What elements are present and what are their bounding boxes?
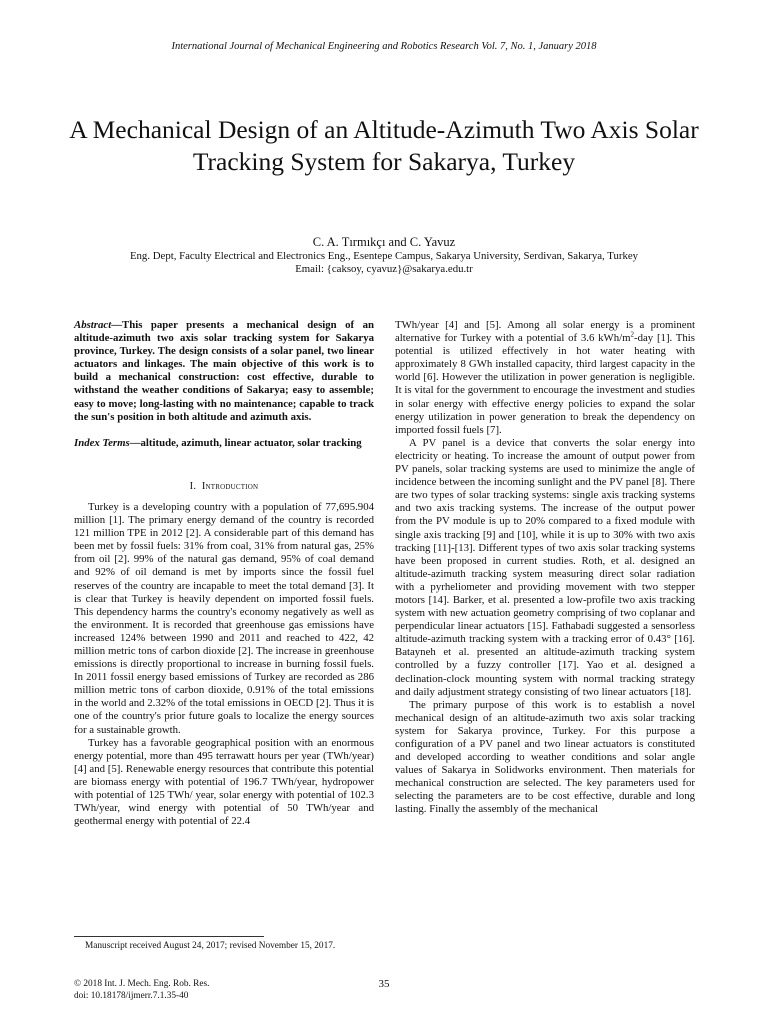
footnote: Manuscript received August 24, 2017; revised November 15, 2017. xyxy=(85,941,336,951)
page-number: 35 xyxy=(378,978,390,990)
paper-title: A Mechanical Design of an Altitude-Azimuth Two Axis Solar Tracking System for Sakarya, Turkey xyxy=(69,115,699,176)
paragraph-4: A PV panel is a device that converts the solar energy into electricity or heating. To increase the amount of output power from PV panels, solar tracking systems are used to minimize the angle of incidence between the incoming sunlight and the PV panel [8]. There are two types of solar tracking systems: single axis tracking systems and two axis tracking systems. The increase of the output power from the PV module is up to 20% compared to a fixed module with single axis tracking [9] and [10], while it is up to 30% with two axis tracking [11]-[13]. Different types of two axis solar tracking systems have been proposed in current studies. Roth, et al. designed an altitude-azimuth tracking system measuring direct solar radiation with a pyrheliometer and providing movement with two stepper motors [14]. Barker, et al. presented a low-profile two axis tracking system with new actuation geometry comprising of two coplanar and perpendicular linear actuators [15]. Fathabadi suggested a sensorless altitude-azimuth tracking system with a tracking error of 0.43° [16]. Batayneh et al. presented an altitude-azimuth tracking system controlled by a fuzzy controller [17]. Yao et al. designed a declination-clock mounting system with normal tracking strategy and daily adjustment strategy consisting of two linear actuators [18]. xyxy=(395,436,695,698)
footnote-divider xyxy=(74,936,264,937)
section-number: I. xyxy=(189,480,197,492)
journal-header: International Journal of Mechanical Engineering and Robotics Research Vol. 7, No. 1, January 2018 xyxy=(171,41,597,52)
paragraph-3-b: -day [1]. This potential is utilized effectively in hot water heating with approximately 8 GWh installed capacity, third largest capacity in the world [6]. However the utilization in power generation is negligible. It is vital for the government to encourage the investment and studies in solar energy with effective energy policies to expand the solar energy utilization in power generation to break the dependency on imported fossil fuels [7]. xyxy=(395,332,695,436)
affiliation: Eng. Dept, Faculty Electrical and Electronics Eng., Esentepe Campus, Sakarya University, Serdivan, Sakarya, Turkey xyxy=(129,250,639,262)
section-heading xyxy=(74,480,374,493)
superscript: 2 xyxy=(630,330,634,339)
copyright: © 2018 Int. J. Mech. Eng. Rob. Res. xyxy=(74,979,210,989)
left-column xyxy=(74,319,374,828)
paragraph-3-a: TWh/year [4] and [5]. Among all solar energy is a prominent alternative for Turkey with a potential of 3.6 kWh/m xyxy=(395,319,695,345)
index-terms-label: Index Terms xyxy=(74,436,130,449)
abstract xyxy=(74,319,374,424)
abstract-label: Abstract xyxy=(74,319,112,331)
section-title: Introduction xyxy=(201,480,259,492)
abstract-text: —This paper presents a mechanical design of an altitude-azimuth two axis solar tracking system for Sakarya province, Turkey. The design consists of a solar panel, two linear actuators and linkages. The main objective of this work is to build a mechanical construction: cost effective, durable to withstand the weather conditions of Sakarya; easy to assemble; easy to move; long-lasting with no maintenance; capable to track the sun's position in both altitude and azimuth axis. xyxy=(74,319,374,423)
right-column xyxy=(395,319,695,817)
paragraph-3 xyxy=(395,319,695,437)
paragraph-5: The primary purpose of this work is to establish a novel mechanical design of an altitude-azimuth two axis solar tracking system for Sakarya province, Turkey. For this purpose a configuration of a PV panel and two linear actuators is constituted and developed according to weather conditions and solar angle values of Sakarya in Solidworks environment. Then materials for mechanical construction are selected. The key parameters used for selecting the parameters are to be cost effective, durable and long lasting. Finally the assembly of the mechanical xyxy=(395,698,695,816)
paragraph-1: Turkey is a developing country with a population of 77,695.904 million [1]. The primary energy demand of the country is recorded 121 million TPE in 2012 [2]. A considerable part of this demand has been met by fossil fuels: 31% from coal, 31% from natural gas, 25% from oil [2]. 99% of the natural gas demand, 95% of coal demand and 92% of oil demand is met by imports since the fossil fuel reserves of the country are incapable to meet the total demand [3]. It is clear that Turkey is heavily dependent on imported fossil fuels. This dependency harms the country's economy negatively as well as the environment. It is recorded that greenhouse gas emissions have increased 124% between 1990 and 2011 and reached to 422, 42 million metric tons of carbon dioxide [2]. The increase in greenhouse emissions is directly proportional to increase in burning fossil fuels. In 2011 fossil energy based emissions of Turkey are recorded as 286 million metric tons of carbon dioxide, 0.91% of the total emissions in the world and 2.32% of the total emissions in OECD [2]. Thus it is one of the country's prior future goals to localize the energy sources for a sustainable growth. xyxy=(74,500,374,736)
paragraph-2: Turkey has a favorable geographical position with an enormous energy potential, more than 495 terrawatt hours per year (TWh/year) [4] and [5]. Renewable energy resources that contribute this potential are biomass energy with potential of 196.7 TWh/year, hydropower with potential of 125 TWh/ year, solar energy with potential of 102.3 TWh/year, wind energy with potential of 50 TWh/year and geothermal energy with potential of 22.4 xyxy=(74,736,374,828)
authors: C. A. Tırmıkçı and C. Yavuz xyxy=(312,235,456,249)
index-terms-text: —altitude, azimuth, linear actuator, solar tracking xyxy=(129,436,362,449)
index-terms xyxy=(74,437,374,450)
email: Email: {caksoy, cyavuz}@sakarya.edu.tr xyxy=(295,263,473,275)
affiliation-block xyxy=(0,250,768,276)
doi: doi: 10.18178/ijmerr.7.1.35-40 xyxy=(74,991,189,1001)
